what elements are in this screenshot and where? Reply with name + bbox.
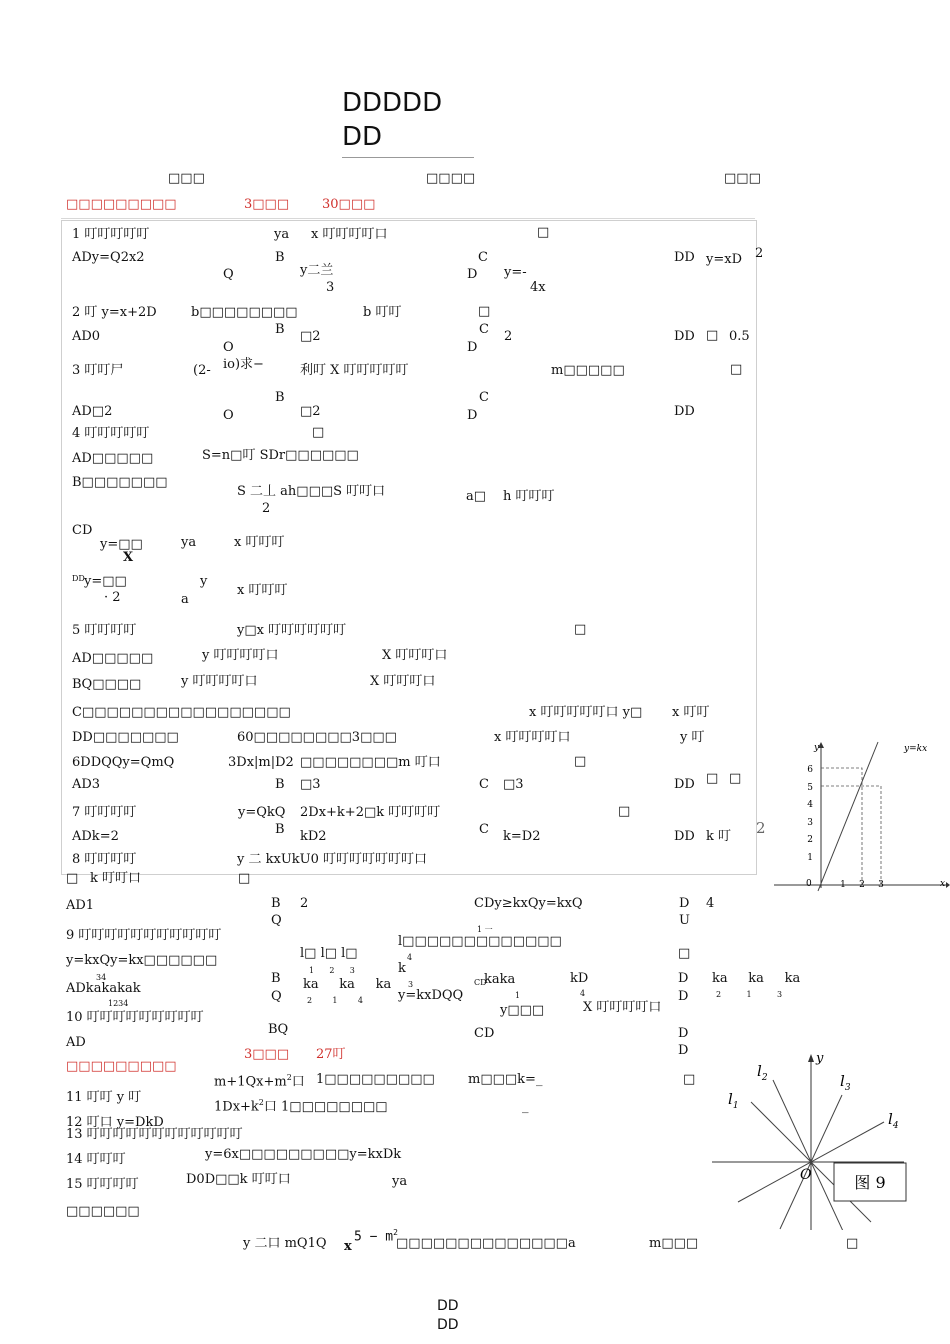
q3-stem-b2: io)求− — [223, 357, 264, 372]
q9-option-c-tail: y□□□ — [500, 1003, 545, 1018]
q6-stem-b: 3Dx|m|D2 — [228, 755, 294, 770]
graph-line-ykx — [818, 742, 878, 891]
fig9-l4-text: l — [888, 1110, 893, 1128]
q7-stem-c: 2Dx+k+2□k 叮叮叮叮 — [300, 805, 441, 820]
q6-stem: 6DDQQy=QmQ — [72, 755, 175, 770]
x-tick-1: 1 — [840, 880, 846, 890]
q5-answer-box[interactable]: □ — [574, 622, 587, 637]
q5-option-a-tail: X 叮叮叮口 — [382, 648, 448, 663]
section2-count: 3□□□ — [244, 1047, 290, 1062]
q5-option-c-tail2: x 叮叮 — [672, 705, 710, 720]
q14-expr: y=6x□□□□□□□□□y=kxDk — [205, 1147, 402, 1162]
q5-option-d-expr: 60□□□□□□□□3□□□ — [237, 730, 397, 745]
q5-option-c[interactable]: C□□□□□□□□□□□□□□□□□ — [72, 705, 291, 720]
fig9-l1-sub: 1 — [732, 1101, 739, 1111]
q16-expr: y 二口 mQ1Q — [243, 1236, 327, 1251]
q9-option-b[interactable]: B — [271, 971, 281, 986]
q2-answer-box[interactable]: □ — [478, 304, 491, 319]
fig9-y-label: y — [816, 1051, 824, 1066]
q16-pow-exp-sup: 2 — [393, 1228, 398, 1237]
q8-line2: k 叮叮口 — [90, 871, 142, 886]
y-tick-2: 2 — [807, 835, 813, 845]
q3-option-a[interactable]: AD□2 — [72, 404, 113, 419]
q4-option-c[interactable]: CD — [72, 523, 93, 538]
q7-stem: 7 叮叮叮叮 — [72, 805, 137, 820]
q6-option-d[interactable]: DD — [674, 777, 695, 792]
q8-option-c-expr[interactable]: CDy≥kxQy=kxQ — [474, 896, 583, 911]
q11-answer-blank[interactable]: m□□□k=_ — [468, 1072, 543, 1087]
header-mid: □□□□ — [426, 171, 476, 186]
q2-option-b-o: O — [223, 340, 234, 355]
q9-option-c-pre[interactable]: CD — [474, 978, 487, 987]
q16-stem: □□□□□□ — [66, 1204, 140, 1219]
q4-option-d-den: · 2 — [104, 590, 121, 605]
figure-9-lines — [712, 1040, 912, 1230]
q4-option-b-tail: a□ — [466, 489, 487, 504]
doc-title-line2: DD — [342, 122, 383, 152]
q4-option-d-y: y — [200, 574, 208, 589]
q5-option-b-tail: X 叮叮叮口 — [370, 674, 436, 689]
q5-option-d-tail2: y 叮 — [680, 730, 705, 745]
q7-option-c[interactable]: C — [479, 822, 489, 837]
q8-option-b[interactable]: B — [271, 896, 281, 911]
q6-stem-c: □□□□□□□□m 叮口 — [300, 755, 441, 770]
q11-expr-mid: 口 — [291, 1074, 305, 1090]
q9-option-d-d: D — [678, 989, 689, 1004]
q4-option-b-tail2: h 叮叮叮 — [503, 489, 555, 504]
graph-guide-5 — [821, 786, 881, 885]
q9-option-c-tail2: X 叮叮叮叮口 — [583, 1000, 662, 1015]
q9-option-a-sub: 1234 — [108, 999, 129, 1008]
q8-option-d[interactable]: D — [679, 896, 690, 911]
q8-option-b-expr: 2 — [300, 896, 309, 911]
q9-option-c-kd: kD — [570, 971, 589, 986]
q8-line2-box: □ — [238, 871, 251, 886]
q3-option-c-d: D — [467, 408, 478, 423]
q2-option-c-d: D — [467, 340, 478, 355]
q13-stem: 13 叮叮叮叮叮叮叮叮叮叮叮叮 — [66, 1127, 243, 1142]
q16-pow-base: x — [344, 1239, 352, 1254]
q6-side-box: □ — [729, 771, 742, 786]
q2-option-c-expr: 2 — [504, 329, 513, 344]
q2-option-b-expr: □2 — [300, 329, 321, 344]
question-box — [61, 220, 757, 875]
section1-rule — [61, 218, 755, 219]
q11-expr-sup: 2 — [286, 1073, 292, 1082]
graph-curve-label: y=kx — [904, 744, 928, 754]
q9-option-b-expr: ka ka ka — [303, 977, 392, 992]
q15-expr: D0D□□k 叮叮口 — [186, 1172, 291, 1187]
q6-option-b[interactable]: B — [275, 777, 285, 792]
linear-graph-figure — [766, 736, 950, 892]
q3-answer-box[interactable]: □ — [730, 362, 743, 377]
q3-stem-c: 利叮 X 叮叮叮叮叮 — [300, 363, 409, 378]
q3-option-b-expr: □2 — [300, 404, 321, 419]
q8-option-d-u: U — [679, 913, 690, 928]
q4-option-c-x: X — [123, 550, 134, 565]
q3-stem: 3 叮叮尸 — [72, 363, 124, 378]
header-left: □□□ — [168, 171, 205, 186]
q1-option-c-den: 4x — [530, 280, 546, 295]
x-tick-3: 3 — [878, 880, 884, 890]
q14-stem: 14 叮叮叮 — [66, 1152, 126, 1167]
q12-expr-text: 1Dx+k — [214, 1099, 259, 1115]
q4-option-c-tail: x 叮叮叮 — [234, 535, 285, 550]
q6-option-d-box: □ — [706, 771, 719, 786]
q7-option-c-expr: k=D2 — [503, 829, 541, 844]
y-tick-5: 5 — [807, 783, 813, 793]
graph-x-label: x — [940, 879, 946, 889]
q1-option-d[interactable]: DD — [674, 250, 695, 265]
fig9-caption: 图 9 — [854, 1173, 886, 1192]
q8-answer-box[interactable]: □ — [66, 871, 79, 886]
graph-y-label: y — [814, 743, 820, 753]
q5-option-d-tail: x 叮叮叮叮口 — [494, 730, 571, 745]
y-tick-1: 1 — [807, 853, 813, 863]
q9-option-d-sub: 2 1 3 — [716, 990, 783, 999]
graph-y-ticks — [807, 765, 813, 863]
q1-option-b-den: 3 — [326, 280, 335, 295]
q4-option-d-tail: x 叮叮叮 — [237, 583, 288, 598]
graph-x-arrow-icon — [946, 882, 950, 888]
q9-option-d[interactable]: D — [678, 971, 689, 986]
fig9-origin: O — [800, 1167, 812, 1183]
section1-total: 30□□□ — [322, 197, 376, 212]
q4-option-d-expr: y=□□ — [84, 574, 127, 589]
q1-option-c-expr: y=- — [504, 265, 527, 280]
q12-stem: 12 叮口 y=DkD — [66, 1115, 164, 1130]
q16-pow-exp-text: 5 − m — [354, 1229, 394, 1245]
y-tick-3: 3 — [807, 818, 813, 828]
q7-stem-b: y=QkQ — [238, 805, 286, 820]
q8-stem: 8 叮叮叮叮 — [72, 852, 137, 867]
q12-expr — [214, 1098, 388, 1115]
fig9-l3-sub: 3 — [844, 1083, 851, 1093]
x-tick-2: 2 — [859, 880, 865, 890]
q7-option-d-expr: k 叮 — [706, 829, 732, 844]
q11-tail: 1□□□□□□□□□ — [316, 1072, 435, 1087]
q7-option-b-expr: kD2 — [300, 829, 327, 844]
q10-option-b[interactable]: BQ — [268, 1022, 289, 1037]
q8-stem-b: y 二 kxUkU0 叮叮叮叮叮叮叮口 — [237, 852, 428, 867]
q1-option-b-q: Q — [223, 267, 234, 282]
q16-pow-exp — [354, 1228, 398, 1245]
fig9-label-l1 — [728, 1090, 739, 1111]
q4-answer-box[interactable]: □ — [312, 425, 325, 440]
q2-option-b[interactable]: B — [275, 322, 285, 337]
q9-option-c-sub2: 4 — [580, 989, 586, 998]
q9-line-a-sub: 34 — [96, 973, 107, 982]
q5-option-a[interactable]: AD□□□□□ — [72, 651, 154, 666]
q9-lines: l□ l□ l□ — [300, 946, 358, 961]
q9-option-b-tail: y=kxDQQ — [398, 988, 464, 1003]
q12-expr-mid: 口 1□□□□□□□□ — [263, 1099, 388, 1115]
q3-stem-b: (2- — [193, 363, 211, 378]
q1-stem-c: x 叮叮叮叮口 — [311, 227, 388, 242]
q10-option-c[interactable]: CD — [474, 1026, 495, 1041]
q2-option-d-box: □ — [706, 328, 719, 343]
q4-stem: 4 叮叮叮叮叮 — [72, 426, 150, 441]
q9-stem-c: l□□□□□□□□□□□□□ — [398, 934, 562, 949]
q15-stem: 15 叮叮叮叮 — [66, 1177, 139, 1192]
q12-expr-sup: 2 — [258, 1098, 264, 1107]
q11-stem: 11 叮叮 y 叮 — [66, 1090, 142, 1105]
q1-stem-b: ya — [274, 227, 290, 242]
q2-option-a[interactable]: AD0 — [72, 329, 101, 344]
fig9-l1-text: l — [728, 1090, 733, 1108]
q1-option-b-expr: y二兰 — [300, 263, 334, 278]
q1-option-c[interactable]: C — [478, 250, 488, 265]
q4-option-b[interactable]: B□□□□□□□ — [72, 475, 168, 490]
q1-answer-box[interactable]: □ — [537, 225, 550, 240]
q10-option-d-d: D — [678, 1043, 689, 1058]
q7-option-b[interactable]: B — [275, 822, 285, 837]
section1-label: □□□□□□□□□ — [66, 197, 177, 212]
q8-option-b-q: Q — [271, 913, 282, 928]
q9-option-a[interactable]: ADkakakak — [66, 981, 141, 996]
fig9-l4-sub: 4 — [892, 1121, 899, 1131]
q9-option-c-sub: 1 — [515, 991, 521, 1000]
q6-option-b-expr: □3 — [300, 777, 321, 792]
q6-answer-box[interactable]: □ — [574, 754, 587, 769]
y-tick-4: 4 — [807, 800, 813, 810]
q7-option-d[interactable]: DD — [674, 829, 695, 844]
graph-side-mark: 2 — [756, 819, 766, 837]
q12-answer-blank[interactable]: _ — [522, 1099, 529, 1114]
q9-stem: 9 叮叮叮叮叮叮叮叮叮叮叮 — [66, 928, 222, 943]
graph-origin: 0 — [806, 879, 812, 889]
q9-option-c-expr: kaka — [484, 972, 516, 987]
q2-stem-c: b 叮叮 — [363, 305, 402, 320]
q11-expr-text: m+1Qx+m — [214, 1074, 287, 1090]
q5-option-a-expr: y 叮叮叮叮口 — [202, 648, 279, 663]
q6-option-c[interactable]: C — [479, 777, 489, 792]
q3-option-b[interactable]: B — [275, 390, 285, 405]
q1-option-c-d: D — [467, 267, 478, 282]
q2-option-c[interactable]: C — [479, 322, 489, 337]
q9-option-b-tail-sub: 3 — [408, 980, 414, 989]
q9-option-b-sub: 2 1 4 — [307, 996, 363, 1005]
q5-option-d[interactable]: DD□□□□□□□ — [72, 730, 179, 745]
q3-stem-d: m□□□□□ — [551, 363, 625, 378]
q3-option-c[interactable]: C — [479, 390, 489, 405]
q5-stem-b: y□x 叮叮叮叮叮叮 — [237, 623, 347, 638]
title-underline — [342, 157, 474, 158]
q2-stem: 2 叮 y=x+2D — [72, 305, 157, 320]
y-tick-6: 6 — [807, 765, 813, 775]
q9-option-b-k: k — [398, 961, 406, 976]
doc-title-line1: DDDDD — [342, 88, 443, 118]
q4-option-b-den: 2 — [262, 501, 271, 516]
q9-option-b-q: Q — [271, 989, 282, 1004]
q8-option-a[interactable]: AD1 — [66, 898, 95, 913]
fig9-label-l3 — [840, 1072, 851, 1093]
section1-count: 3□□□ — [244, 197, 290, 212]
q4-option-d-pre[interactable]: DD — [72, 574, 85, 583]
q10-stem: 10 叮叮叮叮叮叮叮叮叮 — [66, 1010, 204, 1025]
q10-option-a[interactable]: AD — [66, 1035, 86, 1050]
q8-option-c-sub-text: 1 一 — [477, 925, 493, 934]
q5-stem: 5 叮叮叮叮 — [72, 623, 137, 638]
q16-tail: □□□□□□□□□□□□□□a — [396, 1236, 576, 1251]
q5-option-b-expr: y 叮叮叮叮口 — [181, 674, 258, 689]
q1-option-a[interactable]: ADy=Q2x2 — [72, 250, 145, 265]
footer-line2: DD — [437, 1317, 459, 1333]
section2-total: 27叮 — [316, 1047, 346, 1062]
fig9-label-l4 — [888, 1110, 899, 1131]
q2-option-d-expr: 0.5 — [729, 329, 750, 344]
q9-option-d-expr: ka ka ka — [712, 971, 801, 986]
q2-stem-b: b□□□□□□□□ — [191, 305, 298, 320]
q9-lines-sub: 1 2 3 — [309, 966, 355, 975]
fig9-l2-sub: 2 — [761, 1073, 768, 1083]
footer-line1: DD — [437, 1298, 459, 1314]
q10-option-d[interactable]: D — [678, 1026, 689, 1041]
fig9-label-l2 — [757, 1062, 768, 1083]
header-right: □□□ — [724, 171, 761, 186]
q11-expr — [214, 1073, 305, 1090]
q5-option-c-tail: x 叮叮叮叮叮口 y□ — [529, 705, 643, 720]
q1-option-b[interactable]: B — [275, 250, 285, 265]
q16-tail2: m□□□ — [649, 1236, 699, 1251]
fig9-y-arrow-icon — [808, 1054, 814, 1062]
q1-stem: 1 叮叮叮叮叮 — [72, 227, 150, 242]
q16-mark[interactable]: □ — [846, 1236, 859, 1251]
fig9-l3-text: l — [840, 1072, 845, 1090]
q6-option-a[interactable]: AD3 — [72, 777, 101, 792]
q15-tail: ya — [392, 1174, 408, 1189]
q9-answer-box[interactable]: □ — [678, 946, 691, 961]
q6-option-c-expr: □3 — [503, 777, 524, 792]
q4-option-a-expr: S=n□叮 SDr□□□□□□ — [202, 448, 359, 463]
q4-option-a[interactable]: AD□□□□□ — [72, 451, 154, 466]
section2-label: □□□□□□□□□ — [66, 1059, 177, 1074]
q1-option-d-expr: y=xD — [706, 252, 742, 267]
fig9-l2-text: l — [757, 1062, 762, 1080]
q4-option-c-ya: ya — [181, 535, 197, 550]
q4-option-b-expr: S 二丄 ah□□□S 叮叮口 — [237, 484, 386, 499]
q4-option-d-a: a — [181, 592, 189, 607]
q11-mark: □ — [683, 1072, 696, 1087]
q2-option-d[interactable]: DD — [674, 329, 695, 344]
q7-option-a[interactable]: ADk=2 — [72, 829, 119, 844]
q7-answer-box[interactable]: □ — [618, 804, 631, 819]
q4-option-c-expr: y=□□ — [100, 537, 143, 552]
q3-option-b-o: O — [223, 408, 234, 423]
q5-option-b[interactable]: BQ□□□□ — [72, 677, 142, 692]
q9-line-a: y=kxQy=kx□□□□□□ — [66, 953, 218, 968]
q1-option-d-sup: 2 — [755, 246, 764, 261]
q8-option-d-expr: 4 — [706, 896, 715, 911]
q9-stem-c-sub: 4 — [407, 953, 413, 962]
q3-option-d[interactable]: DD — [674, 404, 695, 419]
